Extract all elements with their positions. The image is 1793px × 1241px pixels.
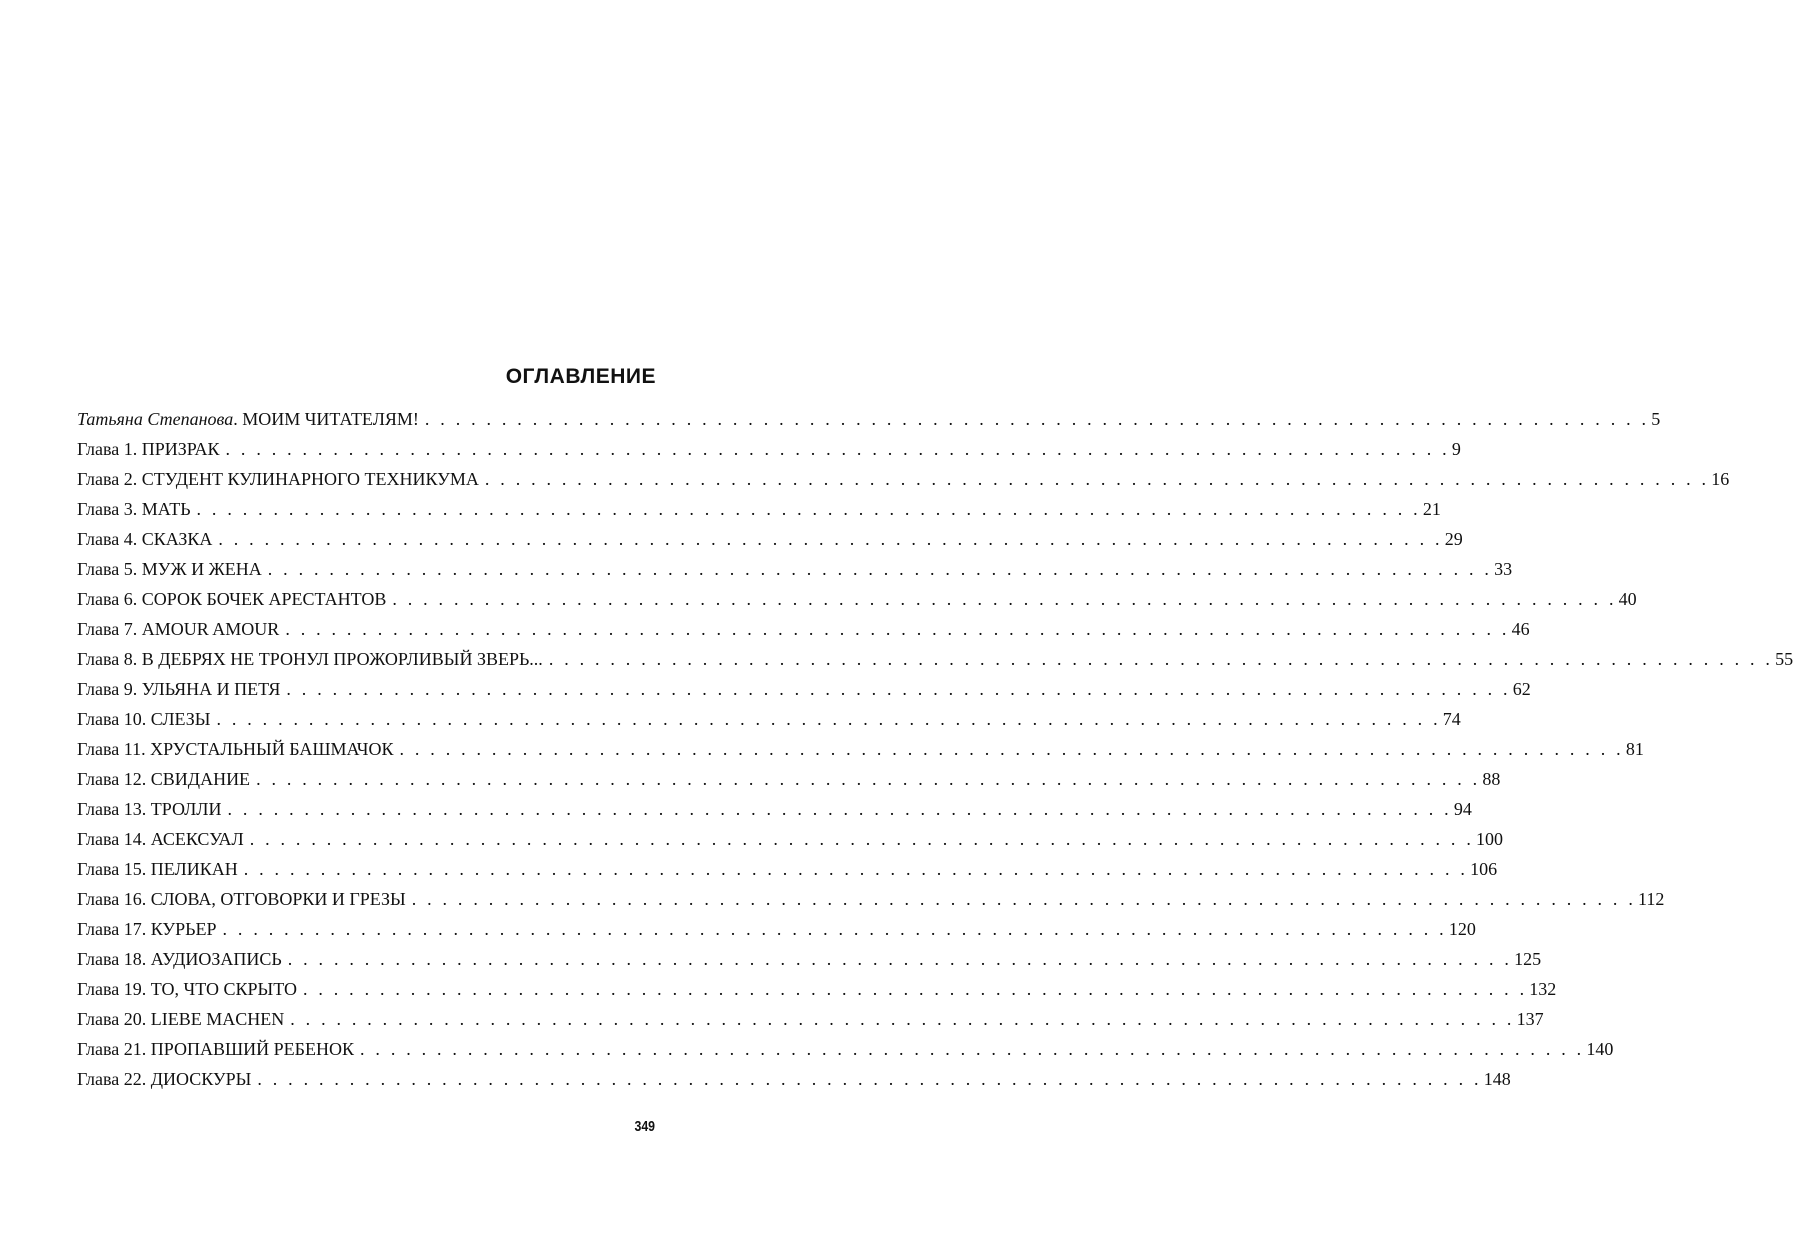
toc-entry-title-text: Глава 2. СТУДЕНТ КУЛИНАРНОГО ТЕХНИКУМА: [77, 469, 479, 489]
toc-entry-title-text: Глава 8. В ДЕБРЯХ НЕ ТРОНУЛ ПРОЖОРЛИВЫЙ ЗВЕРЬ...: [77, 649, 543, 669]
toc-entry-title-text: Глава 13. ТРОЛЛИ: [77, 799, 222, 819]
toc-entry-title-text: Глава 16. СЛОВА, ОТГОВОРКИ И ГРЕЗЫ: [77, 889, 406, 909]
toc-entry: [77, 614, 1530, 644]
toc-dot-leader: . . . . . . . . . . . . . . . . . . . . . . . . . . . . . . . . . . . . . . . . . . . . . . . . . . . . . . . . . . . . . . . . . . . . . . . . . . . . . . . .: [411, 889, 1637, 909]
toc-entry: [77, 464, 1730, 494]
toc-entry: [77, 644, 1793, 674]
toc-dot-leader: . . . . . . . . . . . . . . . . . . . . . . . . . . . . . . . . . . . . . . . . . . . . . . . . . . . . . . . . . . . . . . . . . . . . . . . . . . . . . . . .: [256, 769, 1481, 789]
toc-dot-leader: . . . . . . . . . . . . . . . . . . . . . . . . . . . . . . . . . . . . . . . . . . . . . . . . . . . . . . . . . . . . . . . . . . . . . . . . . . . . . . . .: [484, 469, 1710, 489]
toc-entry-title-text: Глава 6. СОРОК БОЧЕК АРЕСТАНТОВ: [77, 589, 387, 609]
toc-entry-title-text: Глава 14. АСЕКСУАЛ: [77, 829, 244, 849]
toc-dot-leader: . . . . . . . . . . . . . . . . . . . . . . . . . . . . . . . . . . . . . . . . . . . . . . . . . . . . . . . . . . . . . . . . . . . . . . . . . . . . . . . .: [196, 499, 1421, 519]
page-number: 349: [634, 1118, 655, 1135]
toc-entry-page: 55: [1775, 649, 1793, 669]
toc-entry-title: [77, 854, 244, 884]
toc-entry-title-text: Глава 20. LIEBE MACHEN: [77, 1009, 285, 1029]
toc-entry-page: 106: [1470, 859, 1498, 879]
toc-entry-title: [77, 794, 228, 824]
toc-entry-title-text: Глава 5. МУЖ И ЖЕНА: [77, 559, 262, 579]
toc-entry-page: 120: [1448, 919, 1476, 939]
toc-entry-title-text: Глава 21. ПРОПАВШИЙ РЕБЕНОК: [77, 1039, 355, 1059]
toc-entry: [77, 944, 1542, 974]
toc-dot-leader: . . . . . . . . . . . . . . . . . . . . . . . . . . . . . . . . . . . . . . . . . . . . . . . . . . . . . . . . . . . . . . . . . . . . . . . . . . . . . . . .: [286, 679, 1511, 699]
toc-dot-leader: . . . . . . . . . . . . . . . . . . . . . . . . . . . . . . . . . . . . . . . . . . . . . . . . . . . . . . . . . . . . . . . . . . . . . . . . . . . . . . . .: [285, 619, 1510, 639]
toc-heading: ОГЛАВЛЕНИЕ: [505, 365, 656, 388]
toc-entry-title: [77, 764, 256, 794]
toc-entry: [77, 494, 1441, 524]
toc-entry-title: [77, 584, 392, 614]
toc-dot-leader: . . . . . . . . . . . . . . . . . . . . . . . . . . . . . . . . . . . . . . . . . . . . . . . . . . . . . . . . . . . . . . . . . . . . . . . . . . . . . . . .: [216, 709, 1441, 729]
toc-entry-title-text: Глава 11. ХРУСТАЛЬНЫЙ БАШМАЧОК: [77, 739, 394, 759]
toc-entry-title-text: Глава 9. УЛЬЯНА И ПЕТЯ: [77, 679, 281, 699]
toc-entry-title-text: Глава 22. ДИОСКУРЫ: [77, 1069, 252, 1089]
toc-entry: [77, 764, 1501, 794]
toc-entry: [77, 884, 1665, 914]
toc-dot-leader: . . . . . . . . . . . . . . . . . . . . . . . . . . . . . . . . . . . . . . . . . . . . . . . . . . . . . . . . . . . . . . . . . . . . . . . . . . . . . . . .: [249, 829, 1475, 849]
toc-entry: [77, 914, 1476, 944]
toc-entry-title: [77, 404, 425, 434]
toc-dot-leader: . . . . . . . . . . . . . . . . . . . . . . . . . . . . . . . . . . . . . . . . . . . . . . . . . . . . . . . . . . . . . . . . . . . . . . . . . . . . . . . .: [227, 799, 1452, 819]
toc-entry: [77, 704, 1461, 734]
toc-entry-title: [77, 524, 218, 554]
toc-dot-leader: . . . . . . . . . . . . . . . . . . . . . . . . . . . . . . . . . . . . . . . . . . . . . . . . . . . . . . . . . . . . . . . . . . . . . . . . . . . . . . . .: [302, 979, 1528, 999]
toc-entry-title-text: Глава 10. СЛЕЗЫ: [77, 709, 211, 729]
toc-entry: [77, 854, 1498, 884]
toc-dot-leader: . . . . . . . . . . . . . . . . . . . . . . . . . . . . . . . . . . . . . . . . . . . . . . . . . . . . . . . . . . . . . . . . . . . . . . . . . . . . . . . .: [290, 1009, 1515, 1029]
toc-entry-title: [77, 884, 412, 914]
toc-dot-leader: . . . . . . . . . . . . . . . . . . . . . . . . . . . . . . . . . . . . . . . . . . . . . . . . . . . . . . . . . . . . . . . . . . . . . . . . . . . . . . . .: [399, 739, 1624, 759]
table-of-contents: [77, 404, 1793, 1094]
toc-entry-title: [77, 464, 485, 494]
toc-entry-title-text: . МОИМ ЧИТАТЕЛЯМ!: [233, 409, 419, 429]
toc-entry-title: [77, 674, 286, 704]
toc-entry-page: 94: [1453, 799, 1472, 819]
toc-entry-page: 140: [1586, 1039, 1614, 1059]
toc-dot-leader: . . . . . . . . . . . . . . . . . . . . . . . . . . . . . . . . . . . . . . . . . . . . . . . . . . . . . . . . . . . . . . . . . . . . . . . . . . . . . . . .: [257, 1069, 1482, 1089]
toc-entry: [77, 1004, 1544, 1034]
toc-entry-title-text: Глава 17. КУРЬЕР: [77, 919, 217, 939]
toc-entry-page: 148: [1483, 1069, 1511, 1089]
toc-entry-title: [77, 914, 223, 944]
toc-entry-page: 29: [1444, 529, 1463, 549]
toc-dot-leader: . . . . . . . . . . . . . . . . . . . . . . . . . . . . . . . . . . . . . . . . . . . . . . . . . . . . . . . . . . . . . . . . . . . . . . . . . . . . . . . .: [218, 529, 1443, 549]
toc-entry-title-text: Глава 4. СКАЗКА: [77, 529, 213, 549]
toc-entry-page: 21: [1422, 499, 1441, 519]
toc-entry-title: [77, 1034, 360, 1064]
toc-dot-leader: . . . . . . . . . . . . . . . . . . . . . . . . . . . . . . . . . . . . . . . . . . . . . . . . . . . . . . . . . . . . . . . . . . . . . . . . . . . . . . . .: [392, 589, 1617, 609]
toc-entry-page: 132: [1529, 979, 1557, 999]
toc-dot-leader: . . . . . . . . . . . . . . . . . . . . . . . . . . . . . . . . . . . . . . . . . . . . . . . . . . . . . . . . . . . . . . . . . . . . . . . . . . . . . . . .: [243, 859, 1469, 879]
toc-entry-page: 125: [1514, 949, 1542, 969]
toc-entry-page: 100: [1476, 829, 1504, 849]
toc-dot-leader: . . . . . . . . . . . . . . . . . . . . . . . . . . . . . . . . . . . . . . . . . . . . . . . . . . . . . . . . . . . . . . . . . . . . . . . . . . . . . . . .: [287, 949, 1513, 969]
toc-entry: [77, 824, 1504, 854]
toc-entry: [77, 1034, 1614, 1064]
toc-entry-title: [77, 974, 303, 1004]
toc-entry-title-text: Глава 15. ПЕЛИКАН: [77, 859, 238, 879]
toc-entry-title: [77, 944, 288, 974]
toc-entry-title: [77, 824, 250, 854]
toc-entry: [77, 584, 1637, 614]
toc-entry-title-text: Глава 19. ТО, ЧТО СКРЫТО: [77, 979, 297, 999]
toc-entry-page: 46: [1511, 619, 1530, 639]
toc-dot-leader: . . . . . . . . . . . . . . . . . . . . . . . . . . . . . . . . . . . . . . . . . . . . . . . . . . . . . . . . . . . . . . . . . . . . . . . . . . . . . . . .: [222, 919, 1447, 939]
toc-entry-title: [77, 434, 226, 464]
toc-entry-page: 62: [1512, 679, 1531, 699]
toc-dot-leader: . . . . . . . . . . . . . . . . . . . . . . . . . . . . . . . . . . . . . . . . . . . . . . . . . . . . . . . . . . . . . . . . . . . . . . . . . . . . . . . .: [548, 649, 1774, 669]
toc-entry-title: [77, 494, 197, 524]
toc-entry-title-text: Глава 12. СВИДАНИЕ: [77, 769, 251, 789]
toc-entry-title: [77, 1064, 257, 1094]
toc-entry-title: [77, 644, 549, 674]
toc-entry: [77, 734, 1644, 764]
toc-entry-page: 40: [1618, 589, 1637, 609]
toc-entry-title-text: Глава 7. AMOUR AMOUR: [77, 619, 280, 639]
toc-entry-page: 137: [1516, 1009, 1544, 1029]
toc-entry-title-text: Глава 3. МАТЬ: [77, 499, 191, 519]
toc-entry-title: [77, 614, 285, 644]
toc-entry: [77, 674, 1531, 704]
toc-entry: [77, 794, 1472, 824]
toc-entry: [77, 554, 1513, 584]
toc-entry-title: [77, 554, 268, 584]
toc-entry-page: 33: [1494, 559, 1513, 579]
toc-dot-leader: . . . . . . . . . . . . . . . . . . . . . . . . . . . . . . . . . . . . . . . . . . . . . . . . . . . . . . . . . . . . . . . . . . . . . . . . . . . . . . . .: [360, 1039, 1585, 1059]
toc-entry-title-text: Глава 18. АУДИОЗАПИСЬ: [77, 949, 282, 969]
toc-entry-title: [77, 704, 216, 734]
toc-entry: [77, 524, 1463, 554]
toc-dot-leader: . . . . . . . . . . . . . . . . . . . . . . . . . . . . . . . . . . . . . . . . . . . . . . . . . . . . . . . . . . . . . . . . . . . . . . . . . . . . . . . .: [424, 409, 1650, 429]
toc-entry: [77, 434, 1461, 464]
toc-entry-page: 9: [1451, 439, 1461, 459]
toc-dot-leader: . . . . . . . . . . . . . . . . . . . . . . . . . . . . . . . . . . . . . . . . . . . . . . . . . . . . . . . . . . . . . . . . . . . . . . . . . . . . . . . .: [267, 559, 1493, 579]
toc-entry-title-text: Глава 1. ПРИЗРАК: [77, 439, 220, 459]
toc-entry-author: Татьяна Степанова: [77, 409, 234, 429]
toc-entry: [77, 404, 1661, 434]
toc-entry-page: 88: [1482, 769, 1501, 789]
toc-entry-page: 112: [1638, 889, 1665, 909]
toc-dot-leader: . . . . . . . . . . . . . . . . . . . . . . . . . . . . . . . . . . . . . . . . . . . . . . . . . . . . . . . . . . . . . . . . . . . . . . . . . . . . . . . .: [225, 439, 1450, 459]
toc-entry-page: 5: [1651, 409, 1661, 429]
toc-entry-title: [77, 734, 400, 764]
toc-entry-page: 16: [1711, 469, 1730, 489]
toc-entry-page: 81: [1625, 739, 1644, 759]
toc-entry: [77, 974, 1557, 1004]
toc-entry-page: 74: [1442, 709, 1461, 729]
toc-entry-title: [77, 1004, 290, 1034]
toc-entry: [77, 1064, 1511, 1094]
